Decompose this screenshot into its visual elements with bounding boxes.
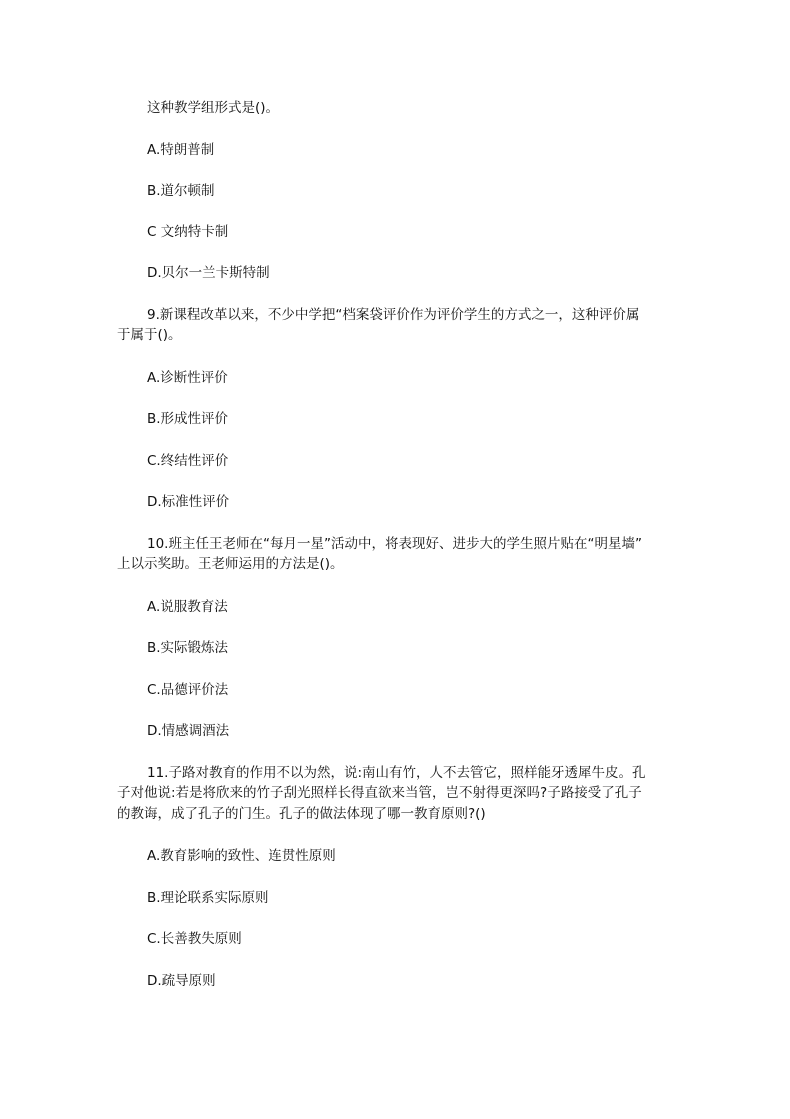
q9-stem-line-1: 9.新课程改革以来，不少中学把“档案袋评价作为评价学生的方式之一，这种评价属 <box>147 307 640 323</box>
q8-option-c: C 文纳特卡制 <box>147 224 229 240</box>
q10-option-a: A.说服教育法 <box>147 599 228 615</box>
q9-stem-line-2: 于属于()。 <box>117 327 182 343</box>
q9-option-b: B.形成性评价 <box>147 411 229 427</box>
q10-option-c: C.品德评价法 <box>147 682 229 698</box>
q11-option-a: A.教育影响的致性、连贯性原则 <box>147 848 336 864</box>
q10-option-b: B.实际锻炼法 <box>147 640 229 656</box>
q11-stem-line-1: 11.子路对教育的作用不以为然，说:南山有竹，人不去管它，照样能牙透犀牛皮。孔 <box>147 765 646 781</box>
q10-option-d: D.情感调酒法 <box>147 723 230 739</box>
q11-option-b: B.理论联系实际原则 <box>147 890 269 906</box>
q10-stem-line-2: 上以示奖助。王老师运用的方法是()。 <box>117 556 344 572</box>
q11-stem-line-3: 的教诲，成了孔子的门生。孔子的做法体现了哪一教育原则?() <box>117 806 486 822</box>
q9-option-c: C.终结性评价 <box>147 453 229 469</box>
q10-stem-line-1: 10.班主任王老师在“每月一星”活动中，将表现好、进步大的学生照片贴在“明星墙” <box>147 536 642 552</box>
q8-stem: 这种教学组形式是()。 <box>147 100 280 116</box>
q9-option-d: D.标准性评价 <box>147 494 230 510</box>
q8-option-a: A.特朗普制 <box>147 142 215 158</box>
q9-option-a: A.诊断性评价 <box>147 370 228 386</box>
q8-option-d: D.贝尔一兰卡斯特制 <box>147 265 270 281</box>
q8-option-b: B.道尔顿制 <box>147 183 215 199</box>
q11-stem-line-2: 子对他说:若是将欣来的竹子刮光照样长得直欲来当管，岂不射得更深吗?子路接受了孔子 <box>117 785 642 801</box>
q11-option-d: D.疏导原则 <box>147 973 216 989</box>
q11-option-c: C.长善教失原则 <box>147 931 242 947</box>
